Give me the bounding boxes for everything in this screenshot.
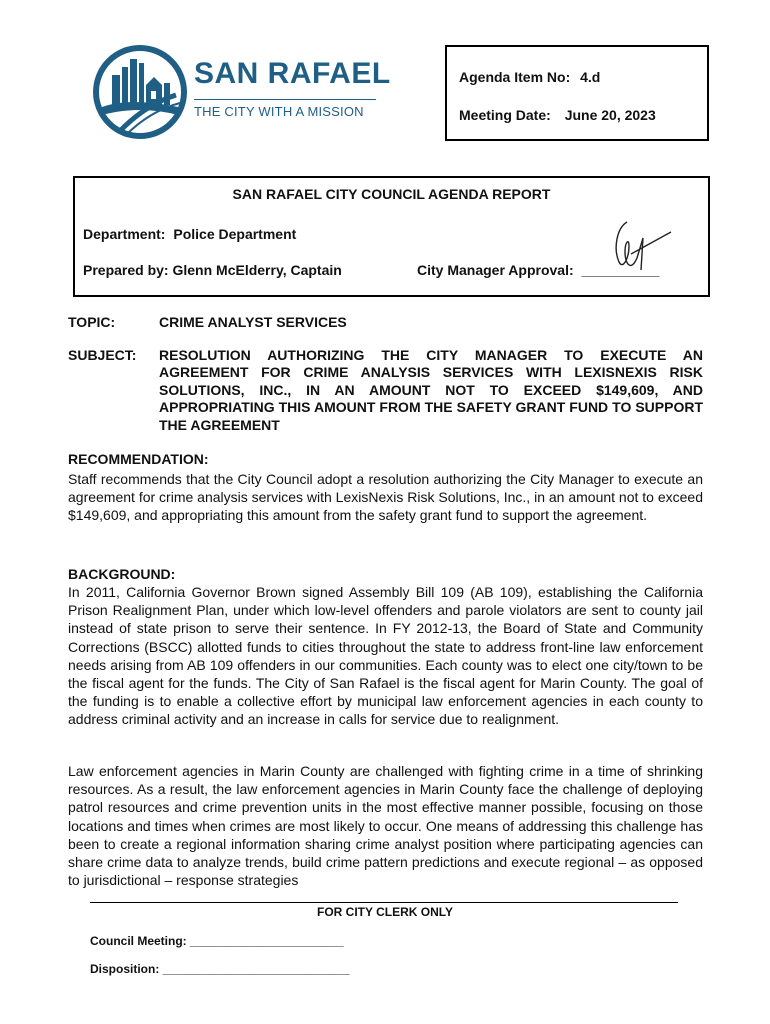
meeting-date-value: June 20, 2023 xyxy=(564,107,656,123)
agenda-info-box xyxy=(445,45,709,141)
department-label: Department: xyxy=(83,226,166,242)
city-manager-signature xyxy=(603,218,675,280)
disposition-label: Disposition: xyxy=(90,962,160,976)
disposition-line xyxy=(90,962,350,976)
background-paragraph-2: Law enforcement agencies in Marin County are challenged with fighting crime in a time of shrinking resources. As a result, the law enforcement agencies in Marin County face the challenge of deploying patrol resources and crime prevention units in the most effective manner possible, focusing on those locations and times when crimes are most likely to occur. One means of addressing this challenge has been to create a regional information sharing crime analyst position where participating agencies can share crime data to analyze trends, build crime pattern predictions and execute regional – as opposed to jurisdictional – response strategies xyxy=(68,763,703,889)
logo-divider xyxy=(194,99,376,100)
san-rafael-logo xyxy=(90,45,194,140)
footer-divider xyxy=(90,902,678,903)
council-meeting-blank: _______________________ xyxy=(190,934,344,948)
meeting-date-line xyxy=(459,107,656,123)
subject-label: SUBJECT: xyxy=(68,347,137,363)
prepared-by-line xyxy=(83,262,342,278)
topic-label: TOPIC: xyxy=(68,314,116,330)
agenda-item-label: Agenda Item No: xyxy=(459,69,571,85)
subject-value: RESOLUTION AUTHORIZING THE CITY MANAGER TO EXECUTE AN AGREEMENT FOR CRIME ANALYSIS SERVICES WITH LEXISNEXIS RISK SOLUTIONS, INC., IN AN AMOUNT NOT TO EXCEED $149,609, AND APPROPRIATING THIS AMOUNT FROM THE SAFETY GRANT FUND TO SUPPORT THE AGREEMENT xyxy=(159,347,703,433)
report-header-box xyxy=(73,176,710,297)
approval-blank: __________ xyxy=(581,262,660,278)
prepared-by-label: Prepared by: xyxy=(83,262,169,278)
approval-label: City Manager Approval: xyxy=(417,262,574,278)
logo-title: SAN RAFAEL xyxy=(194,57,391,90)
meeting-date-label: Meeting Date: xyxy=(459,107,551,123)
department-value: Police Department xyxy=(173,226,297,242)
agenda-item-line xyxy=(459,69,600,85)
clerk-heading: FOR CITY CLERK ONLY xyxy=(316,905,453,919)
council-meeting-label: Council Meeting: xyxy=(90,934,187,948)
topic-value: CRIME ANALYST SERVICES xyxy=(159,314,347,330)
recommendation-heading: RECOMMENDATION: xyxy=(68,451,209,467)
prepared-by-value: Glenn McElderry, Captain xyxy=(172,262,342,278)
council-meeting-line xyxy=(90,934,344,948)
background-heading: BACKGROUND: xyxy=(68,566,176,582)
department-line xyxy=(83,226,296,242)
report-title: SAN RAFAEL CITY COUNCIL AGENDA REPORT xyxy=(232,186,551,202)
recommendation-text: Staff recommends that the City Council adopt a resolution authorizing the City Manager to execute an agreement for crime analysis services with LexisNexis Risk Solutions, Inc., in an amount not to exceed $149,609, and appropriating this amount from the safety grant fund to support the agreement. xyxy=(68,471,703,524)
agenda-item-value: 4.d xyxy=(580,69,601,85)
disposition-blank: ____________________________ xyxy=(162,962,350,976)
logo-tagline: THE CITY WITH A MISSION xyxy=(194,104,364,119)
background-paragraph-1: In 2011, California Governor Brown signed Assembly Bill 109 (AB 109), establishing the California Prison Realignment Plan, under which low-level offenders and parole violators are sent to county jail instead of state prison to serve their sentence. In FY 2012-13, the Board of State and Community Corrections (BSCC) allotted funds to cities throughout the state to address front-line law enforcement needs arising from AB 109 offenders in our communities. Each county was to elect one city/town to be the fiscal agent for the funds. The City of San Rafael is the fiscal agent for Marin County. The goal of the funding is to enable a collective effort by municipal law enforcement agencies in each county to address criminal activity and an increase in calls for service due to realignment. xyxy=(68,584,703,728)
